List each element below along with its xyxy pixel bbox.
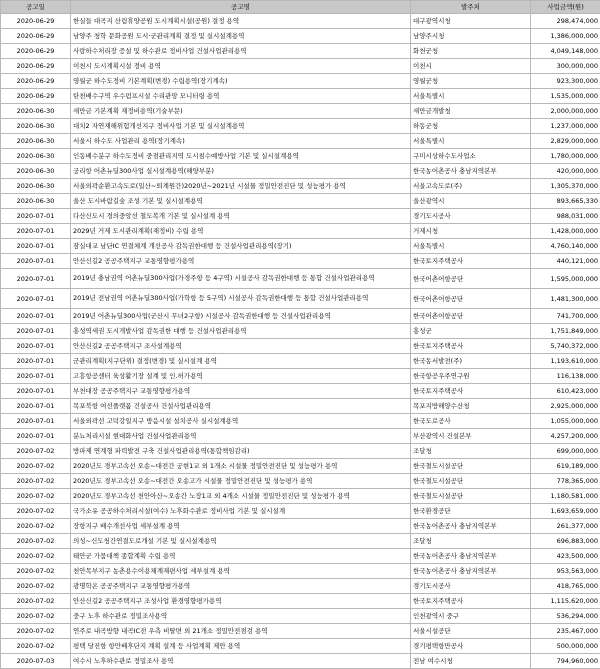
table-row[interactable] bbox=[1, 179, 600, 194]
table-row[interactable] bbox=[1, 474, 600, 489]
cell-name: 태안군 가뭄대책 종합계획 수립 용역 bbox=[71, 549, 411, 564]
cell-amount: 1,535,000,000 bbox=[531, 89, 600, 104]
table-row[interactable] bbox=[1, 594, 600, 609]
table-row[interactable] bbox=[1, 29, 600, 44]
cell-date: 2020-07-02 bbox=[1, 504, 71, 519]
table-row[interactable] bbox=[1, 489, 600, 504]
cell-name: 천안목부지구 농촌용수이용체계재편사업 세부설계 용역 bbox=[71, 564, 411, 579]
cell-org: 홍성군 bbox=[411, 324, 531, 339]
cell-amount: 1,428,000,000 bbox=[531, 224, 600, 239]
table-row[interactable] bbox=[1, 624, 600, 639]
cell-amount: 440,121,000 bbox=[531, 254, 600, 269]
table-row[interactable] bbox=[1, 579, 600, 594]
cell-org: 한국농어촌공사 충남지역본부 bbox=[411, 164, 531, 179]
cell-amount: 261,377,000 bbox=[531, 519, 600, 534]
table-body bbox=[1, 14, 600, 669]
cell-org: 한국토지주택공사 bbox=[411, 384, 531, 399]
cell-org: 한국철도시설공단 bbox=[411, 474, 531, 489]
table-row[interactable] bbox=[1, 414, 600, 429]
cell-date: 2020-07-01 bbox=[1, 209, 71, 224]
table-row[interactable] bbox=[1, 519, 600, 534]
cell-name: 2020년도 경부고속선 천안아산~오송간 노장1교 외 4개소 시설물 정밀안전진단 및 성능평가 용역 bbox=[71, 489, 411, 504]
table-row[interactable] bbox=[1, 324, 600, 339]
cell-amount: 1,386,000,000 bbox=[531, 29, 600, 44]
cell-amount: 778,365,000 bbox=[531, 474, 600, 489]
cell-name: 분뇨처리시설 현대화사업 건설사업관리용역 bbox=[71, 429, 411, 444]
cell-name: 홍성역세권 도시개발사업 감독권한 대행 등 건설사업관리용역 bbox=[71, 324, 411, 339]
cell-date: 2020-07-02 bbox=[1, 639, 71, 654]
cell-amount: 1,305,370,000 bbox=[531, 179, 600, 194]
cell-amount: 2,925,000,000 bbox=[531, 399, 600, 414]
cell-org: 한국환경공단 bbox=[411, 504, 531, 519]
table-row[interactable] bbox=[1, 134, 600, 149]
cell-date: 2020-06-29 bbox=[1, 14, 71, 29]
table-row[interactable] bbox=[1, 609, 600, 624]
cell-name: 여수시 노후하수관로 정밀조사 용역 bbox=[71, 654, 411, 669]
cell-name: 서울외곽순환고속도로(일산~퇴계원간)2020년~2021년 시설물 정밀안전진단 및 성능평가 용역 bbox=[71, 179, 411, 194]
cell-amount: 696,883,000 bbox=[531, 534, 600, 549]
cell-name: 새만금 기본계획 재정비용역(기술부문) bbox=[71, 104, 411, 119]
table-row[interactable] bbox=[1, 429, 600, 444]
cell-date: 2020-07-02 bbox=[1, 549, 71, 564]
header-date[interactable]: 공고일 bbox=[1, 1, 71, 14]
cell-org: 구미시상하수도사업소 bbox=[411, 149, 531, 164]
table-row[interactable] bbox=[1, 354, 600, 369]
cell-org: 인천광역시 중구 bbox=[411, 609, 531, 624]
table-row[interactable] bbox=[1, 444, 600, 459]
table-row[interactable] bbox=[1, 164, 600, 179]
cell-org: 조달청 bbox=[411, 444, 531, 459]
table-row[interactable] bbox=[1, 369, 600, 384]
header-amount[interactable]: 사업금액(원) bbox=[531, 1, 600, 14]
cell-amount: 619,189,000 bbox=[531, 459, 600, 474]
table-row[interactable] bbox=[1, 399, 600, 414]
cell-amount: 4,257,200,000 bbox=[531, 429, 600, 444]
cell-date: 2020-07-01 bbox=[1, 324, 71, 339]
cell-org: 경기평택항만공사 bbox=[411, 639, 531, 654]
cell-date: 2020-07-01 bbox=[1, 339, 71, 354]
cell-name: 서울외곽선 고덕강일지구 방음시설 설치공사 실시설계용역 bbox=[71, 414, 411, 429]
cell-org: 거제시청 bbox=[411, 224, 531, 239]
cell-org: 대구광역시청 bbox=[411, 14, 531, 29]
table-row[interactable] bbox=[1, 224, 600, 239]
cell-amount: 794,960,000 bbox=[531, 654, 600, 669]
cell-name: 2020년도 경부고속선 오송~대전간 궁현1교 외 1개소 시설물 정밀안전진단 및 성능평가 용역 bbox=[71, 459, 411, 474]
cell-date: 2020-07-01 bbox=[1, 224, 71, 239]
cell-org: 조달청 bbox=[411, 534, 531, 549]
cell-org: 하동군청 bbox=[411, 119, 531, 134]
cell-org: 한국어촌어항공단 bbox=[411, 269, 531, 289]
cell-amount: 235,467,000 bbox=[531, 624, 600, 639]
cell-name: 평택 당진항 항만배후단지 계획 설계 등 사업계획 제안 용역 bbox=[71, 639, 411, 654]
cell-amount: 1,115,620,000 bbox=[531, 594, 600, 609]
cell-org: 한국철도시설공단 bbox=[411, 459, 531, 474]
cell-amount: 500,000,000 bbox=[531, 639, 600, 654]
cell-name: 목포북항 여선플랫폼 건설공사 건설사업관리용역 bbox=[71, 399, 411, 414]
cell-amount: 741,700,000 bbox=[531, 309, 600, 324]
cell-name: 잠실대교 남단IC 연결체계 개선공사 감독권한대행 등 건설사업관리용역(장기) bbox=[71, 239, 411, 254]
cell-name: 사랑하수처리장 증설 및 하수관로 정비사업 건설사업관리용역 bbox=[71, 44, 411, 59]
cell-org: 화천군청 bbox=[411, 44, 531, 59]
table-row[interactable] bbox=[1, 654, 600, 669]
cell-date: 2020-07-01 bbox=[1, 289, 71, 309]
table-row[interactable] bbox=[1, 534, 600, 549]
cell-amount: 423,500,000 bbox=[531, 549, 600, 564]
cell-amount: 1,693,659,000 bbox=[531, 504, 600, 519]
cell-org: 부산광역시 건설본부 bbox=[411, 429, 531, 444]
cell-org: 전남 여수시청 bbox=[411, 654, 531, 669]
cell-date: 2020-07-02 bbox=[1, 534, 71, 549]
cell-name: 탄천배수구역 우수펌프시설 수리관망 모니터링 용역 bbox=[71, 89, 411, 104]
cell-org: 이천시 bbox=[411, 59, 531, 74]
cell-amount: 2,000,000,000 bbox=[531, 104, 600, 119]
cell-org: 한국동서발전(주) bbox=[411, 354, 531, 369]
cell-date: 2020-07-01 bbox=[1, 354, 71, 369]
cell-org: 한국토지주택공사 bbox=[411, 594, 531, 609]
table-row[interactable] bbox=[1, 59, 600, 74]
cell-amount: 420,000,000 bbox=[531, 164, 600, 179]
cell-date: 2020-07-02 bbox=[1, 519, 71, 534]
cell-date: 2020-06-30 bbox=[1, 119, 71, 134]
cell-date: 2020-07-01 bbox=[1, 399, 71, 414]
cell-amount: 610,423,000 bbox=[531, 384, 600, 399]
cell-date: 2020-06-30 bbox=[1, 179, 71, 194]
cell-date: 2020-07-02 bbox=[1, 444, 71, 459]
cell-amount: 1,751,849,000 bbox=[531, 324, 600, 339]
table-row[interactable] bbox=[1, 254, 600, 269]
cell-amount: 923,300,000 bbox=[531, 74, 600, 89]
cell-date: 2020-06-30 bbox=[1, 194, 71, 209]
cell-org: 한국항공우주연구원 bbox=[411, 369, 531, 384]
cell-date: 2020-07-01 bbox=[1, 269, 71, 289]
cell-amount: 988,031,000 bbox=[531, 209, 600, 224]
cell-date: 2020-07-01 bbox=[1, 384, 71, 399]
cell-date: 2020-06-29 bbox=[1, 74, 71, 89]
table-row[interactable] bbox=[1, 269, 600, 289]
cell-org: 한국토지주택공사 bbox=[411, 339, 531, 354]
table-row[interactable] bbox=[1, 239, 600, 254]
cell-name: 남양주 청학 문화공원 도시·군관리계획 결정 및 실시설계용역 bbox=[71, 29, 411, 44]
cell-name: 서울시 하수도 사업관리 용역(장기계속) bbox=[71, 134, 411, 149]
table-row[interactable] bbox=[1, 549, 600, 564]
cell-date: 2020-07-01 bbox=[1, 254, 71, 269]
cell-name: 대치2 자연재해위험개선지구 정비사업 기본 및 실시설계용역 bbox=[71, 119, 411, 134]
cell-name: 안산신길2 공공주택지구 교통영향평가용역 bbox=[71, 254, 411, 269]
cell-date: 2020-06-30 bbox=[1, 104, 71, 119]
cell-amount: 1,595,000,000 bbox=[531, 269, 600, 289]
cell-amount: 2,829,000,000 bbox=[531, 134, 600, 149]
cell-org: 새만금개발청 bbox=[411, 104, 531, 119]
cell-org: 한국철도시설공단 bbox=[411, 489, 531, 504]
cell-org: 서울시설공단 bbox=[411, 624, 531, 639]
header-org[interactable]: 발주처 bbox=[411, 1, 531, 14]
cell-name: 광명학온 공공주택지구 교통영향평가용역 bbox=[71, 579, 411, 594]
cell-date: 2020-06-30 bbox=[1, 164, 71, 179]
cell-amount: 1,193,610,000 bbox=[531, 354, 600, 369]
cell-name: 중구 노후 하수관로 정밀조사용역 bbox=[71, 609, 411, 624]
cell-name: 2029년 거제 도시관리계획(재정비) 수립 용역 bbox=[71, 224, 411, 239]
cell-name: 안산신길2 공공주택지구 조사설계용역 bbox=[71, 339, 411, 354]
cell-date: 2020-06-29 bbox=[1, 59, 71, 74]
table-row[interactable] bbox=[1, 339, 600, 354]
header-name[interactable]: 공고명 bbox=[71, 1, 411, 14]
cell-amount: 536,294,000 bbox=[531, 609, 600, 624]
cell-amount: 418,765,000 bbox=[531, 579, 600, 594]
cell-org: 서울특별시 bbox=[411, 134, 531, 149]
cell-name: 다산신도시 경의중앙선 철도복개 기본 및 실시설계 용역 bbox=[71, 209, 411, 224]
cell-date: 2020-06-30 bbox=[1, 149, 71, 164]
table-row[interactable] bbox=[1, 119, 600, 134]
cell-date: 2020-07-02 bbox=[1, 474, 71, 489]
cell-amount: 699,000,000 bbox=[531, 444, 600, 459]
table-row[interactable] bbox=[1, 104, 600, 119]
cell-org: 한국토지주택공사 bbox=[411, 254, 531, 269]
cell-amount: 300,000,000 bbox=[531, 59, 600, 74]
cell-name: 2019년 충남권역 어촌뉴딜300사업(가경주항 등 4구역) 시설공사 감독권한대행 등 통합 건설사업관리용역 bbox=[71, 269, 411, 289]
cell-org: 한국농어촌공사 충남지역본부 bbox=[411, 519, 531, 534]
table-row[interactable] bbox=[1, 89, 600, 104]
cell-amount: 1,780,000,000 bbox=[531, 149, 600, 164]
cell-org: 남양주시청 bbox=[411, 29, 531, 44]
cell-date: 2020-07-01 bbox=[1, 239, 71, 254]
cell-date: 2020-07-02 bbox=[1, 489, 71, 504]
cell-date: 2020-07-02 bbox=[1, 564, 71, 579]
cell-org: 서울특별시 bbox=[411, 239, 531, 254]
cell-amount: 4,049,148,000 bbox=[531, 44, 600, 59]
cell-org: 한국도로공사 bbox=[411, 414, 531, 429]
cell-amount: 1,237,000,000 bbox=[531, 119, 600, 134]
cell-date: 2020-06-29 bbox=[1, 29, 71, 44]
cell-amount: 1,481,300,000 bbox=[531, 289, 600, 309]
header-row bbox=[1, 1, 600, 14]
cell-date: 2020-07-02 bbox=[1, 459, 71, 474]
cell-amount: 298,474,000 bbox=[531, 14, 600, 29]
cell-org: 서울고속도로(주) bbox=[411, 179, 531, 194]
cell-date: 2020-07-01 bbox=[1, 414, 71, 429]
cell-name: 방파제 연계형 파력발전 구축 건설사업관리용역(통합책임감리) bbox=[71, 444, 411, 459]
cell-name: 한실들 대곡지 산림휴양공원 도시계획시설(공원) 결정 용역 bbox=[71, 14, 411, 29]
table-row[interactable] bbox=[1, 194, 600, 209]
table-row[interactable] bbox=[1, 384, 600, 399]
cell-date: 2020-07-02 bbox=[1, 609, 71, 624]
cell-name: 2019년 어촌뉴딜300사업(군산시 무녀2구항) 시설공사 감독권한대행 등 건설사업관리용역 bbox=[71, 309, 411, 324]
cell-name: 2019년 전남권역 어촌뉴딜300사업(가학항 등 5구역) 시설공사 감독권한대행 등 통합 건설사업관리용역 bbox=[71, 289, 411, 309]
cell-name: 인동배수분구 하수도정비 중점관리지역 도시침수예방사업 기본 및 실시설계용역 bbox=[71, 149, 411, 164]
cell-org: 영월군청 bbox=[411, 74, 531, 89]
cell-name: 국가소유 공공하수처리시설(여수) 노후화수관로 정비사업 기본 및 실시설계 bbox=[71, 504, 411, 519]
cell-name: 안산신길2 공공주택지구 조성사업 환경영향평가용역 bbox=[71, 594, 411, 609]
cell-org: 서울특별시 bbox=[411, 89, 531, 104]
cell-org: 경기도시공사 bbox=[411, 579, 531, 594]
cell-org: 울산광역시 bbox=[411, 194, 531, 209]
cell-amount: 116,138,000 bbox=[531, 369, 600, 384]
cell-org: 한국어촌어항공단 bbox=[411, 309, 531, 324]
table-row[interactable] bbox=[1, 309, 600, 324]
cell-date: 2020-06-29 bbox=[1, 44, 71, 59]
cell-amount: 953,563,000 bbox=[531, 564, 600, 579]
cell-org: 목포지방해양수산청 bbox=[411, 399, 531, 414]
cell-date: 2020-07-01 bbox=[1, 369, 71, 384]
cell-date: 2020-07-02 bbox=[1, 594, 71, 609]
cell-name: 부천대장 공공주택지구 교통영향평가용역 bbox=[71, 384, 411, 399]
cell-date: 2020-07-03 bbox=[1, 654, 71, 669]
table-row[interactable] bbox=[1, 44, 600, 59]
cell-name: 궁리항 어촌뉴딜300사업 실시설계용역(해양부분) bbox=[71, 164, 411, 179]
table-row[interactable] bbox=[1, 564, 600, 579]
cell-org: 한국어촌어항공단 bbox=[411, 289, 531, 309]
cell-name: 영월군 하수도정비 기본계획(변경) 수립용역(장기계속) bbox=[71, 74, 411, 89]
table-header bbox=[1, 1, 600, 14]
cell-name: 장항지구 배수개선사업 세부설계 용역 bbox=[71, 519, 411, 534]
cell-org: 한국농어촌공사 충남지역본부 bbox=[411, 549, 531, 564]
cell-org: 한국농어촌공사 충남지역본부 bbox=[411, 564, 531, 579]
table-row[interactable] bbox=[1, 504, 600, 519]
cell-amount: 4,760,140,000 bbox=[531, 239, 600, 254]
table-row[interactable] bbox=[1, 209, 600, 224]
cell-amount: 893,665,330 bbox=[531, 194, 600, 209]
cell-name: 2020년도 경부고속선 오송~대전간 오송고가 시설물 정밀안전진단 및 성능평가 용역 bbox=[71, 474, 411, 489]
cell-date: 2020-07-02 bbox=[1, 579, 71, 594]
table-row[interactable] bbox=[1, 289, 600, 309]
table-row[interactable] bbox=[1, 74, 600, 89]
cell-name: 고흥항공센터 육상활기장 설계 및 인.허가용역 bbox=[71, 369, 411, 384]
cell-amount: 1,180,581,000 bbox=[531, 489, 600, 504]
cell-date: 2020-07-02 bbox=[1, 624, 71, 639]
cell-name: 이천시 도시계획시설 정비 용역 bbox=[71, 59, 411, 74]
table-row[interactable] bbox=[1, 639, 600, 654]
cell-name: 의성~신도청간연결도로개설 기본 및 실시설계용역 bbox=[71, 534, 411, 549]
table-row[interactable] bbox=[1, 14, 600, 29]
cell-amount: 5,740,372,000 bbox=[531, 339, 600, 354]
cell-date: 2020-07-01 bbox=[1, 429, 71, 444]
cell-date: 2020-06-29 bbox=[1, 89, 71, 104]
cell-amount: 1,055,000,000 bbox=[531, 414, 600, 429]
cell-date: 2020-06-30 bbox=[1, 134, 71, 149]
table-row[interactable] bbox=[1, 149, 600, 164]
cell-org: 경기도시공사 bbox=[411, 209, 531, 224]
cell-date: 2020-07-01 bbox=[1, 309, 71, 324]
cell-name: 군관리계획(지구단위) 결정(변경) 및 실시설계 용역 bbox=[71, 354, 411, 369]
table-row[interactable] bbox=[1, 459, 600, 474]
cell-name: 연주로 내곡방향 내곡IC전 우측 비탈면 외 21개소 정밀안전점검 용역 bbox=[71, 624, 411, 639]
cell-name: 울산 도시바람길숲 조성 기본 및 실시설계용역 bbox=[71, 194, 411, 209]
